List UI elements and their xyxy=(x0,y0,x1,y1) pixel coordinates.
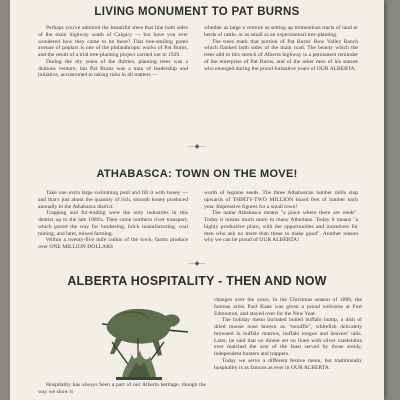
paragraph: Trapping and fur-trading were the only industries in this district up to the late 1880's. Then came northern river transport, which paved the way for lumbering, brick manufacturing, coal mining, and later, mixed farming. xyxy=(38,210,188,237)
paragraph: The name Athabasca means "a place where there are reeds". Today it means much more to many Albertans. Today it means "a highly productive place, with the opportunities and incentives for men who ask no more than these to make good". Another reason why we can be proud of OUR ALBERTA! xyxy=(204,210,358,244)
paragraph: Perhaps you've admired the beautiful trees that line both sides of the main highway south of Calgary — but have you ever wondered how they came to be there? That tree-smiling green avenue of poplars is one of the philanthropic works of Pat Burns, and the result of a trial tree-planting project carried out in 1929. xyxy=(38,25,188,58)
section-3-left-column xyxy=(38,382,206,396)
paragraph: Take one extra large swimming pool and fill it with honey — and that's just about the quantity of rich, smooth honey produced annually in the Athabasca district. xyxy=(38,190,188,210)
paragraph: Hospitality has always been a part of our Alberta heritage, though the way we show it xyxy=(38,382,206,395)
paragraph: The holiday menu included boiled buffalo hump, a dish of dried moose nose known as "mouffle", whitefish delicately browned in buffalo marrow, buffalo tongue and beavers' tails. Later, he said that no dinner set on linen with silver candelabra ever matched the zest of the feast served by those sturdy, independent hunters and trappers. xyxy=(214,317,362,357)
section-1-left-column xyxy=(38,25,188,79)
paragraph: Today we serve a different festive menu, but traditionally hospitality is as famous as ever in OUR ALBERTA. xyxy=(214,357,362,371)
section-divider: —◆— xyxy=(188,261,206,267)
roasting-animal-illustration xyxy=(92,298,192,380)
paragraph: The trees mark that portion of Pat Burns' Bow Valley Ranch which flanked both sides of the main road. The beauty which the trees add to this stretch of Alberta highway is a permanent reminder of the enterprise of Pat Burns, and of the other men of his stature who emerged during the proud formative years of OUR ALBERTA. xyxy=(204,38,358,72)
paragraph: Within a twenty-five mile radius of the town, farms produce over ONE MILLION DOLLARS xyxy=(38,237,188,250)
section-3-right-column xyxy=(214,297,362,371)
section-divider: —◆— xyxy=(188,144,206,150)
paragraph: whether as large a venture as setting up tremendous tracts of land or herds of cattle, or as small as an experimental tree-planting. xyxy=(204,25,358,38)
section-title-pat-burns: LIVING MONUMENT TO PAT BURNS xyxy=(94,6,300,18)
section-1-right-column xyxy=(204,25,358,72)
paragraph: worth of legume seeds. The three Athabascan lumber mills ship upwards of THIRTY-TWO MILLION board feet of lumber each year. Impressive figures for a small town! xyxy=(204,190,358,210)
paragraph: During the dry years of the thirties, planting trees was a dubious venture, but Pat Burns was a man of leadership and initiative, accustomed to taking risks in all matters — xyxy=(38,58,188,79)
section-2-left-column xyxy=(38,190,188,251)
section-title-hospitality: ALBERTA HOSPITALITY - THEN AND NOW xyxy=(67,274,327,288)
section-2-right-column xyxy=(204,190,358,244)
document-page xyxy=(10,0,384,400)
paragraph: changes over the years. In the Christmas season of 1886, the famous artist Paul Kane was given a proud welcome at Fort Edmonton, and stayed over for the New Year. xyxy=(214,297,362,317)
section-title-athabasca: ATHABASCA: TOWN ON THE MOVE! xyxy=(96,168,298,180)
